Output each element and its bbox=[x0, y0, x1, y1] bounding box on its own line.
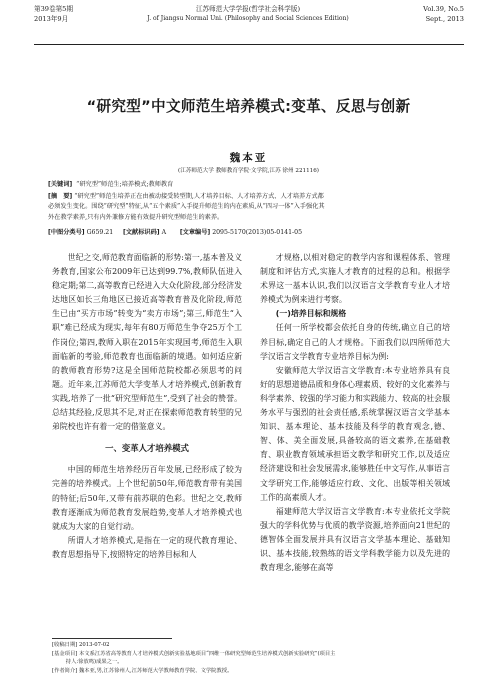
footnote-author-bio: [作者简介] 魏本亚,男,江苏徐州人,江苏师范大学教师教育学院、文学院教授。 bbox=[52, 667, 233, 674]
footnote-received: [收稿日期] 2013-07-02 bbox=[52, 642, 110, 648]
article-id-value: 2095-5170(2013)05-0141-05 bbox=[212, 229, 303, 236]
doc-code-label: [文献标识码] bbox=[123, 229, 160, 236]
article-id-label: [文章编号] bbox=[179, 229, 211, 236]
footnote-fund-2: 持人:徐放鸣)成果之一。 bbox=[65, 659, 123, 666]
left-column bbox=[52, 251, 242, 627]
header-rule bbox=[34, 44, 464, 45]
keywords-text: “研究型”师范生;培养模式;教师教育 bbox=[76, 181, 174, 188]
footnote-fund-1: [基金项目] 本文系江苏省高等教育人才培养模式创新实验基地项目“四维一体研究型师范生培养模式创新实验研究”(项目主 bbox=[52, 650, 336, 657]
abstract-line-3: 外在教学素养,只有内外兼修方能有效提升研究型师范生的素养。 bbox=[48, 213, 224, 221]
journal-name: 江苏师范大学学报(哲学社会科学版) bbox=[195, 5, 301, 13]
subsection-heading: (一)培养目标和规格 bbox=[275, 309, 347, 319]
journal-issue: 第39卷第5期 bbox=[34, 5, 73, 13]
body-columns bbox=[52, 251, 452, 627]
section-heading: 一、变革人才培养模式 bbox=[105, 443, 189, 454]
journal-name-en: J. of Jiangsu Normal Uni. (Philosophy and Social Sciences Edition) bbox=[147, 15, 349, 22]
body-paragraph: 任何一所学校都会依托自身的传统,确立自己的培养目标,确定自己的人才规格。下面我们以四所师范大学汉语言文学教育专业培养目标为例: bbox=[260, 323, 450, 361]
abstract-label: [摘 要] bbox=[48, 193, 73, 200]
volume-number: Vol.39, No.5 bbox=[423, 5, 464, 13]
journal-date: 2013年9月 bbox=[34, 15, 69, 23]
body-paragraph: 安徽师范大学汉语言文学教育:本专业培养具有良好的思想道德品质和身体心理素质、较好的文化素养与科学素养、较强的学习能力和实践能力、较高的社会服务水平与强烈的社会责任感,系统掌握汉语言文学基本知识、基本理论、基本技能及科学的教育观念,德、智、体、美全面发展,具备较高的语文素养,在基础教育、职业教育领域承担语文教学和研究工作,以及适应经济建设和社会发展需求,能够胜任中文写作,从事语言文学研究工作,能够适应行政、文化、出版等相关领域工作的高素质人才。 bbox=[260, 365, 450, 502]
author-name: 魏本亚 bbox=[229, 152, 268, 164]
clc-label: [中图分类号] bbox=[48, 229, 85, 236]
running-header bbox=[0, 6, 497, 46]
abstract-line-1: “研究型”师范生培养正在由被动接受转型期,人才培养目标、人才培养方式、人才培养方式都 bbox=[74, 193, 324, 200]
body-paragraph: 中国的师范生培养经历百年发展,已经形成了较为完善的培养模式。上个世纪前50年,师范教育带有美国的特征;后50年,又带有前苏联的色彩。世纪之交,教师教育逐渐成为师范教育发展趋势,变革人才培养模式也就成为大家的自觉行动。 bbox=[52, 465, 242, 531]
article-title: “研究型”中文师范生培养模式:变革、反思与创新 bbox=[86, 98, 411, 115]
keywords bbox=[48, 180, 458, 190]
abstract-line-2: 必须发生变化。围绕“研究型”特征,从“五个素质”入手提升师范生的内在素质,从“四习一体”入手强化其 bbox=[48, 203, 325, 211]
body-paragraph: 世纪之交,师范教育面临新的形势:第一,基本普及义务教育,国家公布2009年已达到99.7%,教师队伍进入稳定期;第二,高等教育已经进入大众化阶段,部分经济发达地区如长三角地区已接近高等教育普及化阶段,师范生已由“买方市场”转变为“卖方市场”;第三,师范生“入职”难已经成为现实,每年有80万师范生争夺25万个工作岗位;第四,教师入职在2015年实现国考,师范生入职面临新的考验,师范教育也面临新的境遇。如何适应新的教师教育形势?这是全国师范院校都必须思考的问题。近年来,江苏师范大学变革人才培养模式,创新教育实践,培养了一批“研究型师范生”,受到了社会的赞誉。总结其经验,反思其不足,对正在探索师范教育转型的兄弟院校也许有着一定的借鉴意义。 bbox=[52, 253, 242, 432]
right-column bbox=[260, 251, 450, 627]
abstract bbox=[48, 192, 458, 223]
keywords-label: [关键词] bbox=[48, 181, 73, 188]
body-paragraph: 才规格,以相对稳定的教学内容和课程体系、管理制度和评估方式,实施人才教育的过程的总和。根据学术界这一基本认识,我们以汉语言文学教育专业人才培养模式为例来进行考察。 bbox=[260, 253, 450, 305]
issue-date-en: Sept., 2013 bbox=[425, 15, 464, 23]
classification-row bbox=[48, 228, 458, 238]
clc-value: G659.21 bbox=[86, 229, 114, 236]
author-affiliation: (江苏师范大学 教师教育学院·文学院,江苏 徐州 221116) bbox=[178, 168, 319, 174]
footnotes bbox=[52, 641, 452, 675]
body-paragraph: 福建师范大学汉语言文学教育:本专业依托文学院强大的学科优势与优质的教学资源,培养面向21世纪的德智体全面发展并具有汉语言文学基本理论、基础知识、基本技能,较熟练的语文学科教学能力以及先进的教育理念,能够在高等 bbox=[260, 506, 450, 573]
footnote-rule bbox=[52, 638, 172, 639]
body-paragraph: 所谓人才培养模式,是指在一定的现代教育理论、教育思想指导下,按照特定的培养目标和人 bbox=[52, 535, 242, 559]
doc-code-value: A bbox=[161, 229, 167, 236]
